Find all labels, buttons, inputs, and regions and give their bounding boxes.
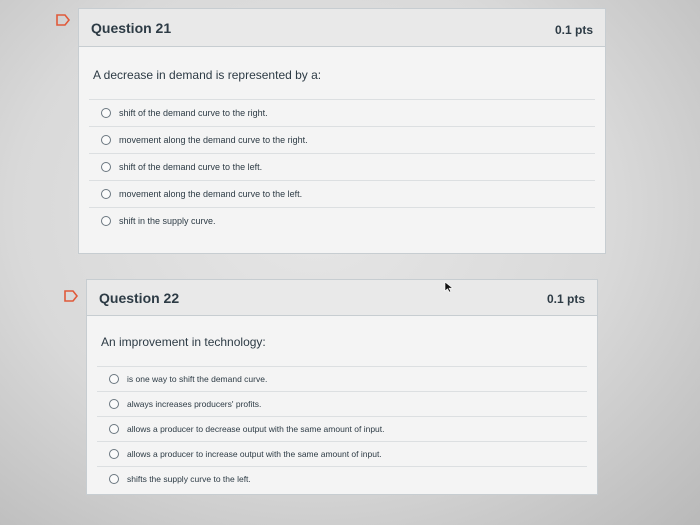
answer-option[interactable] — [97, 466, 587, 491]
question-21 — [78, 8, 606, 254]
radio-button[interactable] — [101, 135, 111, 145]
radio-button[interactable] — [109, 474, 119, 484]
answer-option[interactable] — [97, 366, 587, 391]
answer-label: movement along the demand curve to the left. — [119, 189, 303, 199]
question-text: An improvement in technology: — [101, 335, 266, 349]
answer-option[interactable] — [97, 441, 587, 466]
answer-label: allows a producer to increase output with the same amount of input. — [127, 449, 382, 459]
radio-button[interactable] — [109, 424, 119, 434]
question-points: 0.1 pts — [546, 292, 585, 306]
radio-button[interactable] — [101, 189, 111, 199]
question-header — [79, 9, 605, 47]
answer-label: shifts the supply curve to the left. — [127, 474, 251, 484]
radio-button[interactable] — [109, 374, 119, 384]
radio-button[interactable] — [101, 162, 111, 172]
radio-button[interactable] — [109, 449, 119, 459]
flag-question-icon[interactable] — [56, 14, 70, 26]
answer-option[interactable] — [89, 153, 595, 180]
answer-list — [97, 366, 587, 491]
answer-label: always increases producers' profits. — [127, 399, 262, 409]
answer-option[interactable] — [89, 207, 595, 234]
answer-label: shift in the supply curve. — [119, 216, 216, 226]
mouse-pointer-icon — [444, 281, 454, 293]
question-22 — [86, 279, 598, 495]
question-title: Question 21 — [91, 20, 172, 36]
answer-option[interactable] — [97, 416, 587, 441]
radio-button[interactable] — [101, 216, 111, 226]
answer-option[interactable] — [89, 99, 595, 126]
question-text: A decrease in demand is represented by a: — [93, 68, 322, 82]
answer-option[interactable] — [89, 180, 595, 207]
answer-option[interactable] — [89, 126, 595, 153]
flag-question-icon[interactable] — [64, 290, 78, 302]
question-header — [87, 280, 597, 316]
answer-list — [89, 99, 595, 234]
answer-label: movement along the demand curve to the right. — [119, 135, 308, 145]
answer-label: shift of the demand curve to the left. — [119, 162, 263, 172]
question-points: 0.1 pts — [554, 23, 593, 37]
answer-label: is one way to shift the demand curve. — [127, 374, 268, 384]
radio-button[interactable] — [109, 399, 119, 409]
answer-label: shift of the demand curve to the right. — [119, 108, 268, 118]
answer-option[interactable] — [97, 391, 587, 416]
answer-label: allows a producer to decrease output with the same amount of input. — [127, 424, 385, 434]
question-title: Question 22 — [99, 290, 180, 306]
radio-button[interactable] — [101, 108, 111, 118]
